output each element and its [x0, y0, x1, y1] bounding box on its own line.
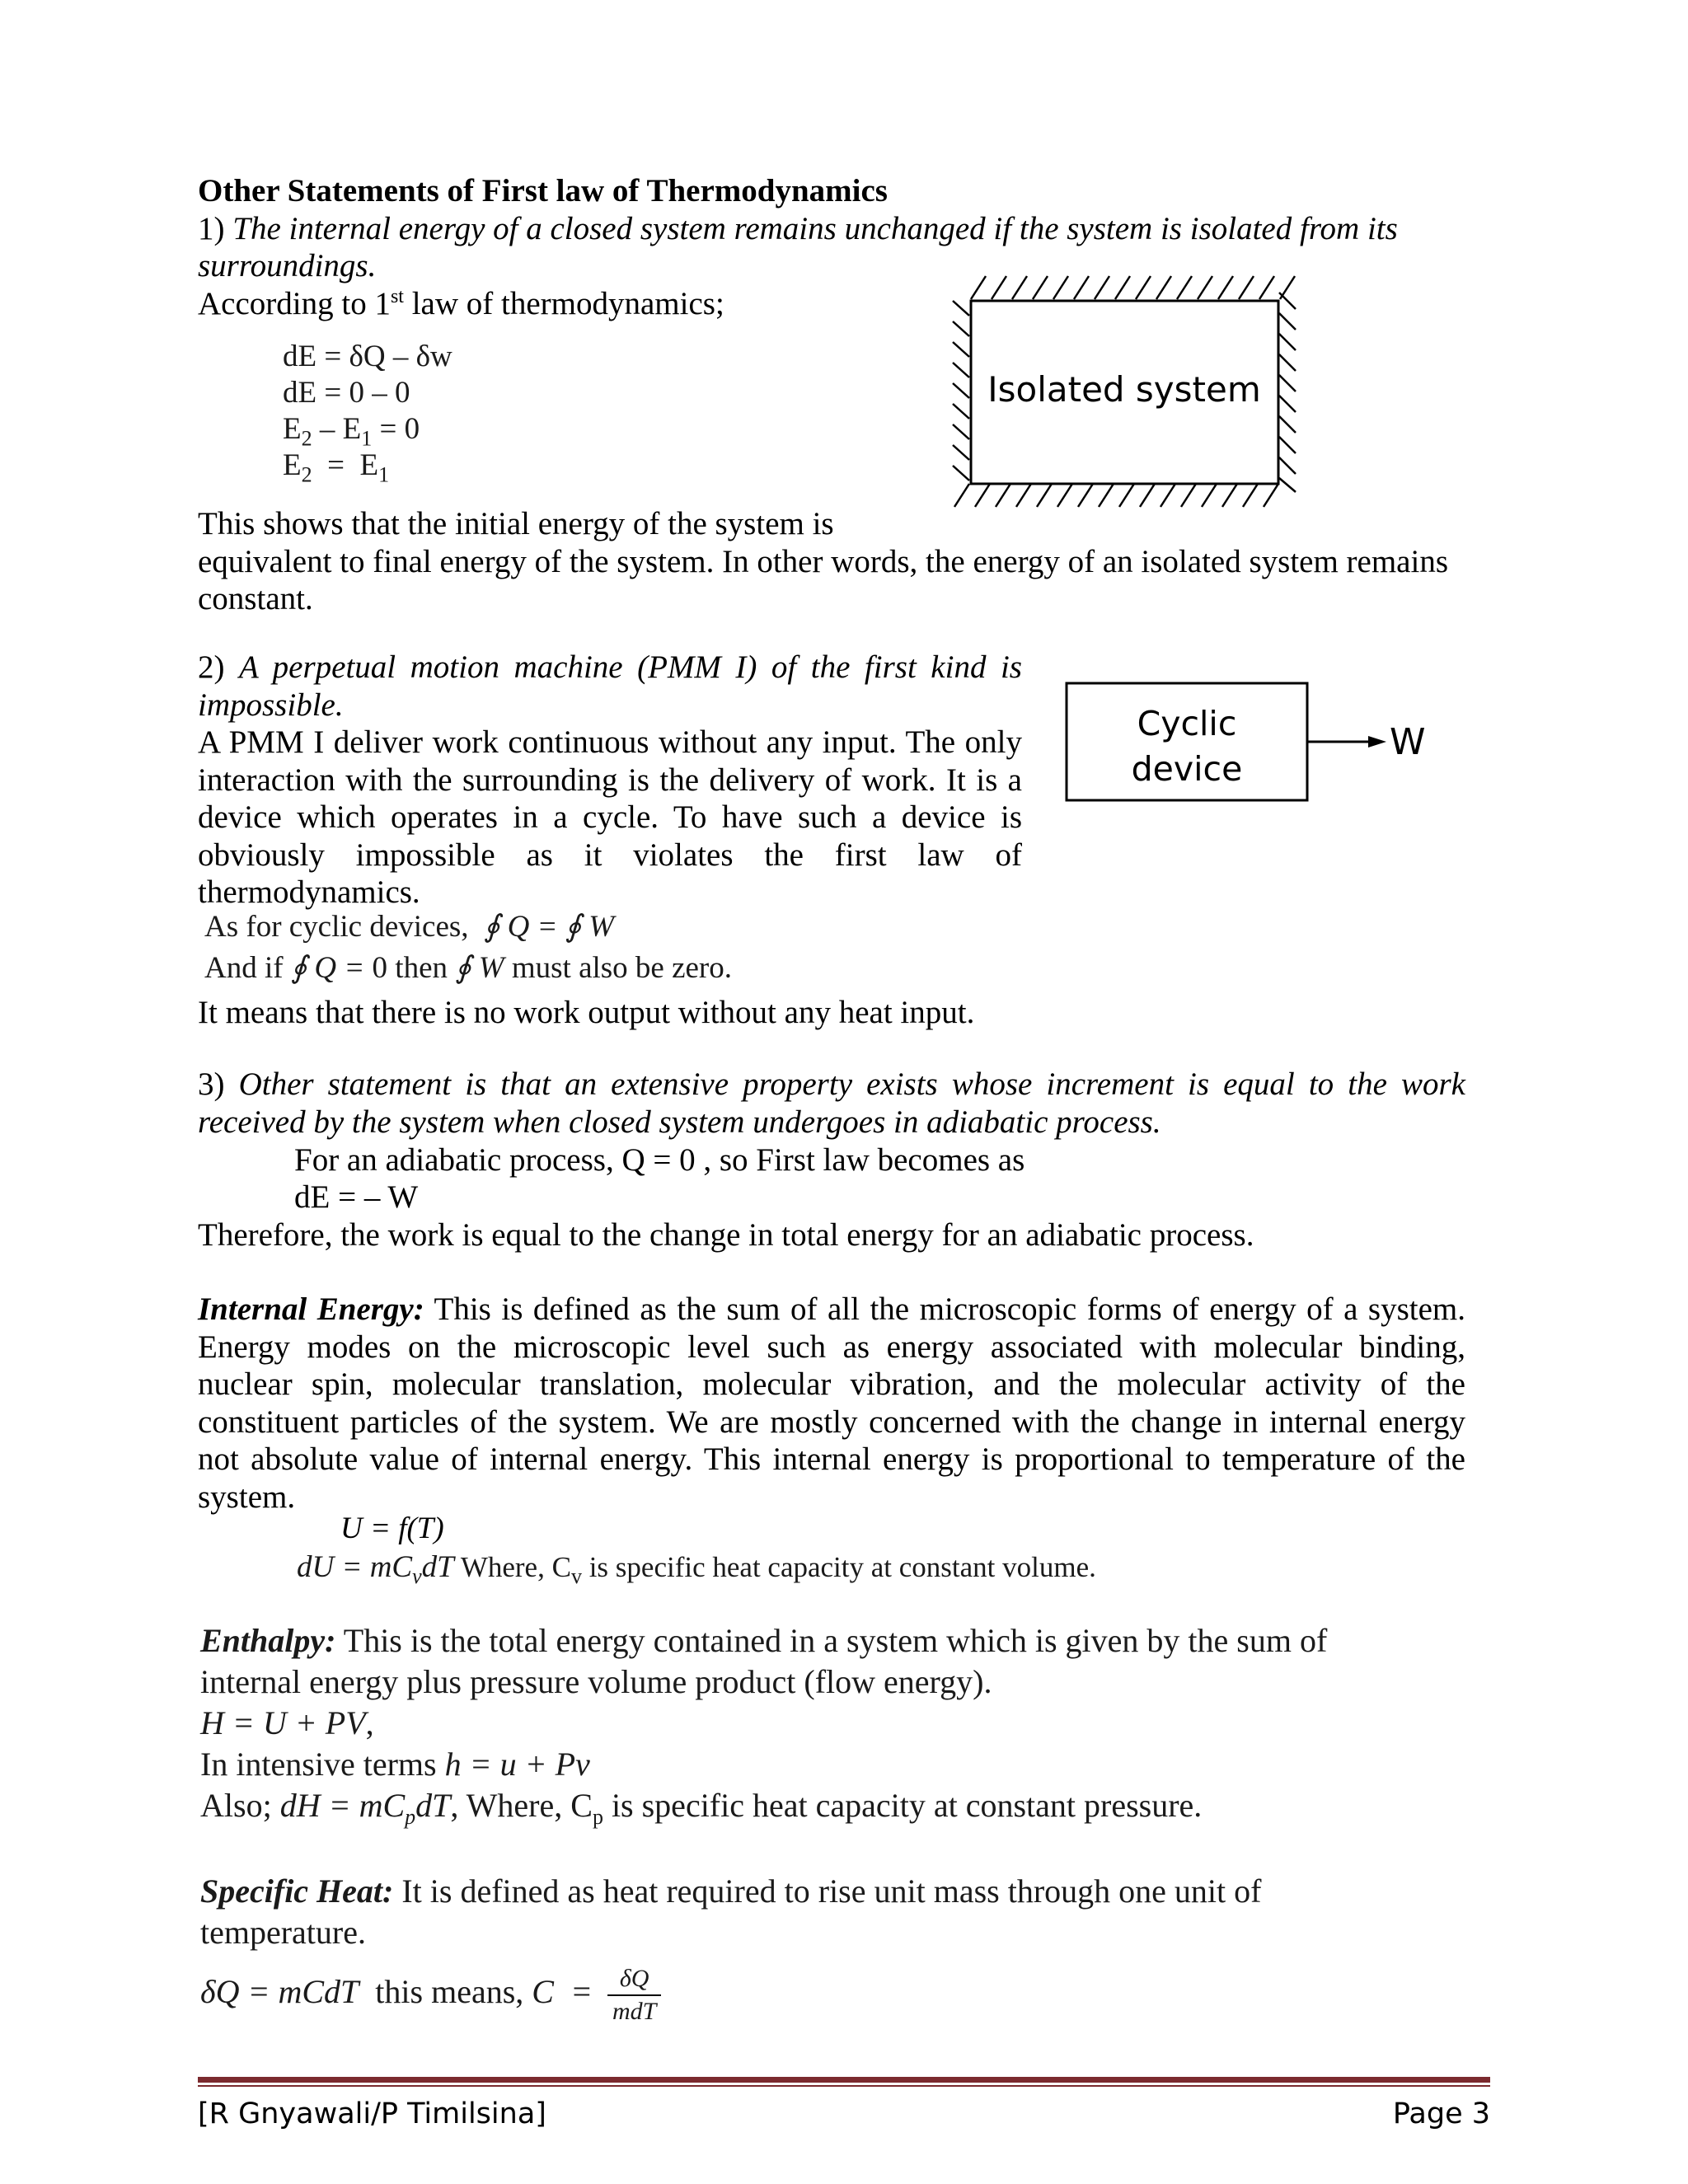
- fraction-numerator: δQ: [607, 1963, 661, 1996]
- statement-3-line-2: received by the system when closed system undergoes in adiabatic process.: [198, 1104, 1161, 1140]
- subscript: 2: [301, 462, 312, 487]
- section-heading: Other Statements of First law of Thermodynamics: [198, 173, 888, 209]
- equation-de-zero: dE = 0 – 0: [283, 376, 410, 410]
- page-number: Page 3: [1392, 2097, 1490, 2130]
- enthalpy-line-2: internal energy plus pressure volume product (flow energy).: [200, 1663, 992, 1700]
- intensive-equation: h = u + Pv: [444, 1746, 590, 1783]
- du-equation: [297, 1549, 1096, 1586]
- isolated-system-label: Isolated system: [987, 369, 1261, 410]
- statement-1-line-2: surroundings.: [198, 248, 377, 284]
- according-text: According to 1: [198, 286, 391, 321]
- c-equals: C =: [532, 1973, 593, 2010]
- pmm-body-line: obviously impossible as it violates the first law of: [198, 837, 1022, 873]
- subscript: 2: [301, 426, 312, 451]
- internal-energy-last: system.: [198, 1479, 296, 1515]
- cyclic-integral: ∮ Q = ∮ W: [484, 910, 615, 944]
- work-arrow-head: [1368, 736, 1386, 748]
- statement-text: The internal energy of a closed system remains unchanged if the system is isolated from its: [232, 211, 1398, 246]
- footer-authors: [R Gnyawali/P Timilsina]: [198, 2097, 546, 2130]
- internal-energy-line: [198, 1291, 1465, 1329]
- statement-number: 3): [198, 1066, 239, 1102]
- pmm-body-line: A PMM I deliver work continuous without any input. The only: [198, 724, 1022, 760]
- according-line: [198, 285, 724, 323]
- du-math-dt: dT: [421, 1550, 454, 1584]
- shows-line: This shows that the initial energy of the system is: [198, 506, 834, 541]
- internal-energy-text: This is defined as the sum of all the microscopic forms of energy of a system.: [424, 1291, 1465, 1327]
- fraction-denominator: mdT: [612, 1997, 657, 2025]
- internal-energy-line: nuclear spin, molecular translation, molecular vibration, and the molecular activity of the: [198, 1366, 1465, 1402]
- andif-integral-q: ∮ Q =: [290, 951, 373, 985]
- statement-3-line: [198, 1066, 1465, 1104]
- equivalent-line: equivalent to final energy of the system. In other words, the energy of an isolated system remains: [198, 544, 1449, 579]
- isolated-system-diagram: [946, 268, 1317, 515]
- statement-number: 2): [198, 649, 240, 685]
- andif-integral-w: ∮ W: [455, 951, 504, 985]
- internal-energy-line: not absolute value of internal energy. This internal energy is proportional to temperature of the: [198, 1441, 1465, 1477]
- dh-math-dt: dT: [415, 1787, 451, 1824]
- adiabatic-line: For an adiabatic process, Q = 0 , so First law becomes as: [294, 1142, 1025, 1178]
- specific-heat-equation: [200, 1956, 661, 2028]
- pmm-body-line: interaction with the surrounding is the delivery of work. It is a: [198, 762, 1022, 798]
- statement-2-line: [198, 649, 1022, 687]
- means-line: It means that there is no work output without any heat input.: [198, 995, 975, 1030]
- pmm-body-last: thermodynamics.: [198, 874, 420, 910]
- eq-term: E: [283, 412, 302, 446]
- also-text: Also;: [200, 1787, 280, 1824]
- statement-text: Other statement is that an extensive property exists whose increment is equal to the work: [238, 1066, 1465, 1102]
- internal-energy-term: Internal Energy:: [198, 1291, 424, 1327]
- statement-number: 1): [198, 211, 233, 246]
- du-post: is specific heat capacity at constant volume.: [581, 1551, 1096, 1583]
- also-post: is specific heat capacity at constant pressure.: [603, 1787, 1203, 1824]
- specific-heat-text: It is defined as heat required to rise unit mass through one unit of: [393, 1872, 1262, 1910]
- subscript: p: [592, 1805, 603, 1829]
- eq-term: = 0: [372, 412, 420, 446]
- subscript: p: [405, 1805, 416, 1829]
- cyclic-box-line-2: device: [1131, 749, 1243, 789]
- fraction: [607, 1963, 661, 2027]
- subscript: 1: [378, 462, 390, 487]
- intensive-text: In intensive terms: [200, 1746, 445, 1783]
- subscript: v: [570, 1564, 582, 1588]
- eq-term: – E: [312, 412, 362, 446]
- comma: ,: [365, 1704, 374, 1741]
- subscript: 1: [361, 426, 373, 451]
- enthalpy-line: [200, 1620, 1327, 1661]
- du-where: Where, C: [453, 1551, 571, 1583]
- du-math: dU = mC: [297, 1550, 413, 1584]
- therefore-line: Therefore, the work is equal to the change in total energy for an adiabatic process.: [198, 1217, 1254, 1253]
- enthalpy-term: Enthalpy:: [200, 1622, 336, 1659]
- statement-1-line: [198, 210, 1398, 248]
- and-if-equation: [204, 950, 732, 987]
- internal-energy-line: constituent particles of the system. We are mostly concerned with the change in internal energy: [198, 1404, 1465, 1440]
- statement-text: A perpetual motion machine (PMM I) of the first kind is: [239, 649, 1022, 685]
- andif-text: And if: [204, 951, 291, 985]
- also-where: , Where, C: [450, 1787, 593, 1824]
- eq-term: = E: [312, 448, 379, 482]
- dq-equation: δQ = mCdT: [200, 1973, 359, 2010]
- work-label: W: [1390, 721, 1426, 763]
- cyclic-box-line-1: Cyclic: [1137, 704, 1237, 743]
- adiabatic-equation: dE = – W: [294, 1179, 419, 1215]
- equation-e-equal: [283, 448, 390, 487]
- u-equals-f-t: U = f(T): [340, 1511, 444, 1545]
- andif-zero: 0: [372, 951, 388, 985]
- footer-rule-thin: [198, 2085, 1490, 2087]
- enthalpy-text: This is the total energy contained in a system which is given by the sum of: [335, 1622, 1328, 1659]
- footer-rule: [198, 2077, 1490, 2083]
- constant-line: constant.: [198, 581, 313, 616]
- subscript: v: [412, 1564, 422, 1588]
- specific-heat-term: Specific Heat:: [200, 1872, 394, 1910]
- cyclic-device-diagram: [1063, 680, 1459, 812]
- specific-heat-line-2: temperature.: [200, 1914, 366, 1951]
- this-means: this means,: [359, 1973, 532, 2010]
- statement-2-line-2: impossible.: [198, 687, 344, 723]
- equation-e-diff: [283, 411, 420, 451]
- pmm-body-line: device which operates in a cycle. To have such a device is: [198, 799, 1022, 835]
- cyclic-text: As for cyclic devices,: [204, 910, 485, 944]
- superscript: st: [390, 286, 404, 307]
- cyclic-devices-equation: [204, 909, 614, 945]
- andif-then: then: [387, 951, 456, 985]
- specific-heat-line: [200, 1871, 1261, 1912]
- equation-de: dE = δQ – δw: [283, 340, 452, 373]
- according-text-end: law of thermodynamics;: [403, 286, 724, 321]
- internal-energy-line: Energy modes on the microscopic level such as energy associated with molecular binding,: [198, 1329, 1465, 1365]
- also-line: [200, 1785, 1203, 1829]
- enthalpy-equation: [200, 1703, 374, 1744]
- u-function-equation: [340, 1511, 444, 1547]
- eq-term: E: [283, 448, 302, 482]
- h-equals-u-pv: H = U + PV: [200, 1704, 366, 1741]
- andif-post: must also be zero.: [504, 951, 733, 985]
- dh-math: dH = mC: [279, 1787, 406, 1824]
- intensive-line: [200, 1744, 590, 1785]
